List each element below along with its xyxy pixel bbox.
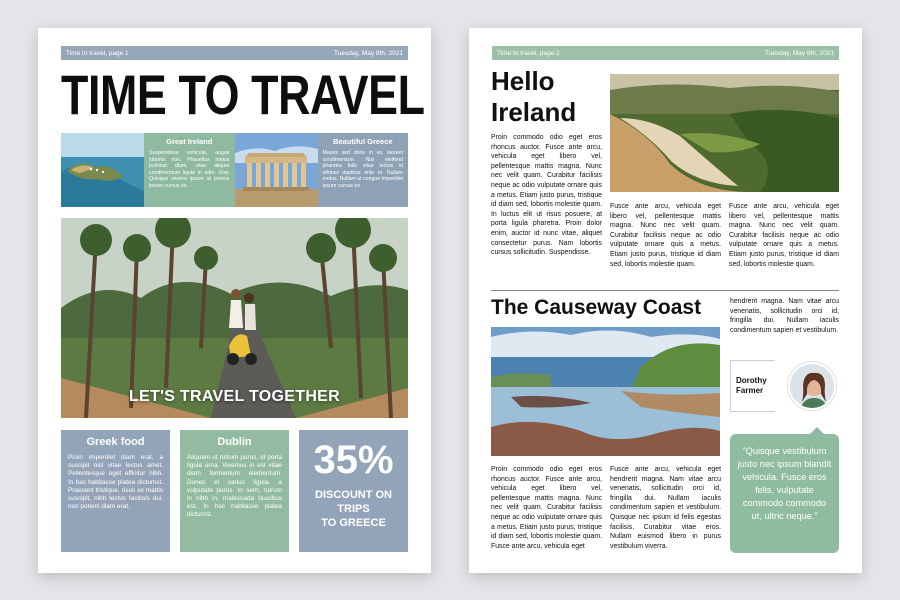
causeway-coast-photo <box>491 327 720 456</box>
section-divider <box>491 290 839 291</box>
pull-quote: “Quisque vestibulum justo nec ipsum blandit vehicula. Fusce eros felis, vulputate commodo commodo ut, ultric neque.” <box>730 434 839 553</box>
coast-island-photo <box>61 133 144 207</box>
page-1-header-bar <box>61 46 408 60</box>
ireland-teaser-heading: Great Ireland <box>166 137 213 146</box>
masthead-title: TIME TO TRAVEL <box>61 63 425 126</box>
promo-line-2: TRIPS <box>337 503 370 515</box>
dublin-body: Aliquam ut rutrum purus, id porta ligula urna. Vivamus in est vitae diam fermentum elementum. Donec et varius ligula, a vulputate purus. In sem, rutrum in nibh in, malesuada faucibus est. In hac habitasse platea dictumst. <box>187 454 282 519</box>
discount-percent: 35% <box>313 438 394 482</box>
author-name: Dorothy Farmer <box>730 360 775 412</box>
greek-food-heading: Greek food <box>86 436 145 448</box>
greek-food-box <box>61 430 170 552</box>
causeway-column-1: Proin commodo odio eget eros rhoncus auctor. Fusce ante arcu, vehicula eget libero vel, pellentesque mattis magna. Nunc nec velit quam. Curabitur facilisis neque ac odio vulputate ornare quis a metus. Etiam justo purus, tristique id diam sed, lobortis molestie quam. Fusce ante arcu, vehicula eget <box>491 466 602 550</box>
hello-column-3: Fusce ante arcu, vehicula eget libero vel, pellentesque mattis magna. Nunc nec velit quam. Curabitur facilisis neque ac odio vulputate ornare quis a metus. Etiam justo purus, tristique id diam sed, lobortis molestie quam. <box>729 203 839 268</box>
newspaper-page-1 <box>38 28 431 573</box>
promo-line-1: DISCOUNT ON <box>315 489 392 501</box>
dublin-box <box>180 430 289 552</box>
causeway-coast-title: The Causeway Coast <box>491 296 702 319</box>
page-2-header-bar <box>492 46 839 60</box>
ireland-lake-photo <box>610 74 839 192</box>
causeway-column-2: Fusce ante arcu, vehicula eget hendrerit magna. Nam vitae arcu venenatis, sollicitudin orci id, fringilla dui. Nullam iaculis condimentum sapien et vestibulum. Quisque nec ipsum id felis egestas facilisis. Curabitur vitae eros. Nullam euismod libero in purus vestibulum viverra. <box>610 466 721 550</box>
hello-column-2: Fusce ante arcu, vehicula eget libero vel, pellentesque mattis magna. Nunc nec velit quam. Curabitur facilisis neque ac odio vulputate ornare quis a metus. Etiam justo purus, tristique id diam sed, lobortis molestie quam. <box>610 203 721 268</box>
ireland-teaser-body: Suspendisse vehicula, augue lobortis non. Phasellus metus pulvinar diam, vitae aliquet condimentum ligula in odio. Una. Quisque viverra ipsum at primus ipsum cursus ex. <box>149 150 230 189</box>
greek-food-body: Proin imperdiet diam erat, a suscipit nisl vitae lectus amet. Pellentesque eget efficitur nibh. In hac habitasse platea dictumst. Praesent tristique, risus ex mattis suscipit, nibh lectus facilisis dui, non potenti diam erat. <box>68 454 163 511</box>
discount-promo-box <box>299 430 408 552</box>
promo-line-3: TO GREECE <box>321 517 386 529</box>
page-2-header-left: Time to travel, page 2 <box>497 49 560 57</box>
newspaper-page-2 <box>469 28 862 573</box>
author-avatar <box>788 362 836 410</box>
greece-teaser-body: Mauris sed dolor in ex, laoreet condimentum. Nisi eleifend pharetra felis vitae lectus id ultrices dapibus ante et. Nullam metus. Nullam ut congue imperdiet ipsum cursus ex. <box>322 150 403 189</box>
greece-teaser <box>318 133 409 207</box>
hello-column-1: Proin commodo odio eget eros rhoncus auctor. Fusce ante arcu, vehicula eget libero vel, pellentesque mattis magna. Nunc nec velit quam. Curabitur facilisis neque ac odio vulputate ornare quis a metus. Etiam justo purus, tristique id diam sed, lobortis molestie quam. In luctus elit ut risus posuere, at porta ligula pharetra. Proin dolor enim, auctor id nunc vitae, aliquet consectetur purus. Nam lobortis cursus sollicitudin. Suspendisse. <box>491 134 602 257</box>
greek-temple-photo <box>235 133 318 207</box>
ireland-teaser <box>144 133 235 207</box>
causeway-side-column: hendrerit magna. Nam vitae arcu venenatis, sollicitudin orci id, fringilla dui. Nullam iaculis condimentum sapien et vestibulum. <box>730 298 839 334</box>
bottom-boxes <box>61 430 408 552</box>
page-1-header-date: Tuesday, May 8th, 2021 <box>333 49 403 57</box>
page-2-header-date: Tuesday, May 8th, 2021 <box>764 49 834 57</box>
hero-caption: LET'S TRAVEL TOGETHER <box>128 388 340 405</box>
hello-ireland-title: Hello Ireland <box>491 66 577 127</box>
dublin-heading: Dublin <box>217 436 252 448</box>
feature-strip <box>61 133 408 207</box>
greece-teaser-heading: Beautiful Greece <box>332 137 393 146</box>
page-1-header-left: Time to travel, page 1 <box>66 49 129 57</box>
travel-hero-photo <box>61 218 408 418</box>
